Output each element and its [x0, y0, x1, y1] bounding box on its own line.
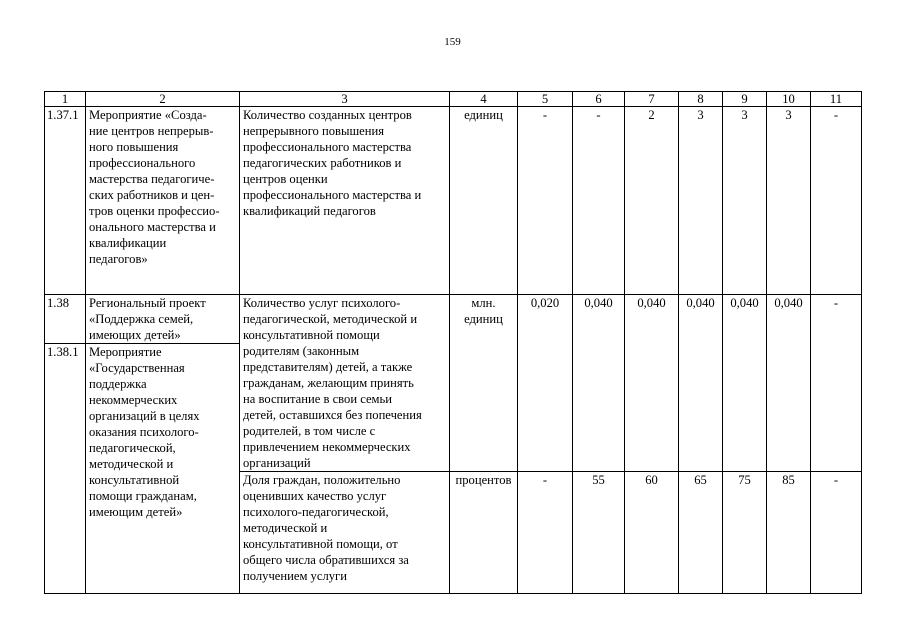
value-cell: 3 [723, 107, 767, 295]
header-cell: 4 [450, 92, 518, 107]
table-row [45, 295, 862, 344]
value-cell: 65 [679, 472, 723, 594]
row-number: 1.38 [45, 295, 86, 344]
header-row [45, 92, 862, 107]
header-cell: 10 [767, 92, 811, 107]
indicator-name: Количество созданных центров непрерывного повышения профессионального мастерства педагогических работников и центров оценки профессионального мастерства и квалификаций педагогов [240, 107, 450, 295]
value-cell: - [811, 295, 862, 472]
value-cell: 3 [767, 107, 811, 295]
value-cell: 0,040 [767, 295, 811, 472]
page-number: 159 [444, 36, 461, 48]
value-cell: 0,040 [723, 295, 767, 472]
indicator-name: Доля граждан, положительно оценивших качество услуг психолого-педагогической, методической и консультативной помощи, от общего числа обратившихся за получением услуги [240, 472, 450, 594]
header-cell: 1 [45, 92, 86, 107]
value-cell: - [573, 107, 625, 295]
header-cell: 2 [86, 92, 240, 107]
value-cell: 85 [767, 472, 811, 594]
event-name: Мероприятие «Государственная поддержка некоммерческих организаций в целях оказания психолого- педагогической, методической и консультативной помощи гражданам, имеющим детей» [86, 344, 240, 594]
indicator-name: Количество услуг психолого- педагогической, методической и консультативной помощи родителям (законным представителям) детей, а также гражданам, желающим принять на воспитание в свои семьи детей, оставшихся без попечения родителей, в том числе с привлечением некоммерческих организаций [240, 295, 450, 472]
value-cell: 55 [573, 472, 625, 594]
row-number: 1.37.1 [45, 107, 86, 295]
unit: млн. единиц [450, 295, 518, 472]
event-name: Мероприятие «Созда- ние центров непрерыв- ного повышения профессионального мастерства педагогиче- ских работников и цен- тров оценки профессио- онального мастерства и квалификации педагогов» [86, 107, 240, 295]
value-cell: 0,040 [625, 295, 679, 472]
header-cell: 9 [723, 92, 767, 107]
header-cell: 5 [518, 92, 573, 107]
header-cell: 6 [573, 92, 625, 107]
header-cell: 7 [625, 92, 679, 107]
row-number: 1.38.1 [45, 344, 86, 594]
value-cell: 0,040 [679, 295, 723, 472]
table-row [45, 107, 862, 295]
value-cell: - [518, 107, 573, 295]
project-name: Региональный проект «Поддержка семей, имеющих детей» [86, 295, 240, 344]
value-cell: 0,020 [518, 295, 573, 472]
unit: процентов [450, 472, 518, 594]
indicators-table [44, 91, 862, 594]
value-cell: 2 [625, 107, 679, 295]
value-cell: 75 [723, 472, 767, 594]
value-cell: - [811, 107, 862, 295]
value-cell: 60 [625, 472, 679, 594]
unit: единиц [450, 107, 518, 295]
header-cell: 8 [679, 92, 723, 107]
value-cell: 0,040 [573, 295, 625, 472]
value-cell: 3 [679, 107, 723, 295]
value-cell: - [518, 472, 573, 594]
header-cell: 11 [811, 92, 862, 107]
value-cell: - [811, 472, 862, 594]
header-cell: 3 [240, 92, 450, 107]
